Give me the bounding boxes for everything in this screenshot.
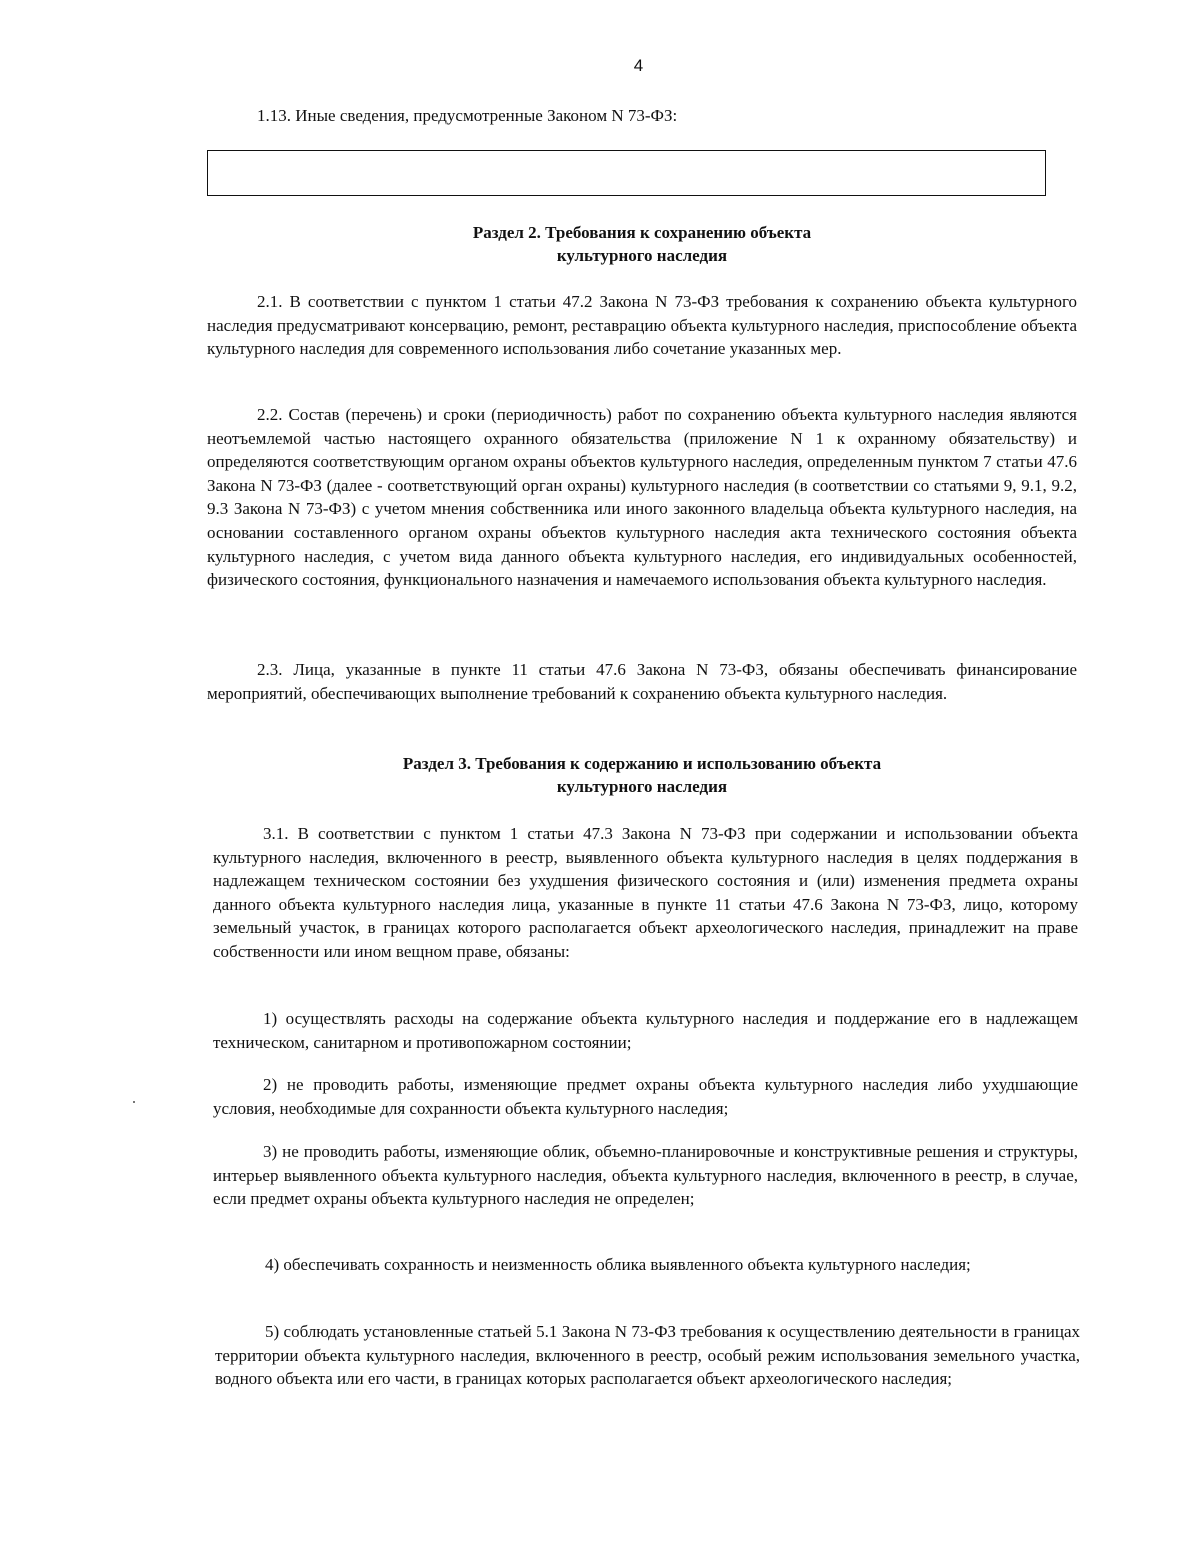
list-item-5: 5) соблюдать установленные статьей 5.1 Закона N 73-ФЗ требования к осуществлению деятельности в границах территории объекта культурного наследия, включенного в реестр, особый режим использования земельного участка, водного объекта или его части, в границах которых располагается объект археологического наследия; bbox=[215, 1322, 1080, 1389]
other-info-field bbox=[207, 150, 1046, 196]
paragraph-2-2: 2.2. Состав (перечень) и сроки (периодичность) работ по сохранению объекта культурного наследия являются неотъемлемой частью настоящего охранного обязательства (приложение N 1 к охранному обязательству) и определяются соответствующим органом охраны объектов культурного наследия, определенным пунктом 7 статьи 47.6 Закона N 73-ФЗ (далее - соответствующий орган охраны) культурного наследия (в соответствии со статьями 9, 9.1, 9.2, 9.3 Закона N 73-ФЗ) с учетом мнения собственника или иного законного владельца объекта культурного наследия, на основании составленного органом охраны объектов культурного наследия акта технического состояния объекта культурного наследия, с учетом вида данного объекта культурного наследия, его индивидуальных особенностей, физического состояния, функционального назначения и намечаемого использования объекта культурного наследия. bbox=[207, 405, 1077, 590]
page-number: 4 bbox=[633, 56, 644, 75]
list-item-1: 1) осуществлять расходы на содержание объекта культурного наследия и поддержание его в надлежащем техническом, санитарном и противопожарном состоянии; bbox=[213, 1009, 1078, 1052]
section-2-title-line1: Раздел 2. Требования к сохранению объекта bbox=[472, 223, 812, 242]
section-3-heading bbox=[207, 752, 1077, 798]
list-item-2: 2) не проводить работы, изменяющие предмет охраны объекта культурного наследия либо ухудшающие условия, необходимые для сохранности объекта культурного наследия; bbox=[213, 1075, 1078, 1118]
section-2-heading bbox=[207, 221, 1077, 267]
paragraph-2-1: 2.1. В соответствии с пунктом 1 статьи 47.2 Закона N 73-ФЗ требования к сохранению объекта культурного наследия предусматривают консервацию, ремонт, реставрацию объекта культурного наследия, приспособление объекта культурного наследия для современного использования либо сочетание указанных мер. bbox=[207, 292, 1077, 359]
section-3-title-line1: Раздел 3. Требования к содержанию и использованию объекта bbox=[402, 754, 882, 773]
section-3-title-line2: культурного наследия bbox=[556, 777, 728, 796]
list-item-3: 3) не проводить работы, изменяющие облик, объемно-планировочные и конструктивные решения и структуры, интерьер выявленного объекта культурного наследия, объекта культурного наследия, включенного в реестр, в случае, если предмет охраны объекта культурного наследия не определен; bbox=[213, 1142, 1078, 1209]
paragraph-2-3: 2.3. Лица, указанные в пункте 11 статьи 47.6 Закона N 73-ФЗ, обязаны обеспечивать финансирование мероприятий, обеспечивающих выполнение требований к сохранению объекта культурного наследия. bbox=[207, 660, 1077, 703]
scan-speck bbox=[133, 1101, 135, 1103]
list-item-4: 4) обеспечивать сохранность и неизменность облика выявленного объекта культурного наследия; bbox=[265, 1255, 971, 1274]
section-2-title-line2: культурного наследия bbox=[556, 246, 728, 265]
item-1-13: 1.13. Иные сведения, предусмотренные Законом N 73-ФЗ: bbox=[257, 106, 678, 125]
paragraph-3-1: 3.1. В соответствии с пунктом 1 статьи 47.3 Закона N 73-ФЗ при содержании и использовании объекта культурного наследия, включенного в реестр, выявленного объекта культурного наследия в целях поддержания в надлежащем техническом состоянии без ухудшения физического состояния и (или) изменения предмета охраны данного объекта культурного наследия лица, указанные в пункте 11 статьи 47.6 Закона N 73-ФЗ, лицо, которому земельный участок, в границах которого располагается объект археологического наследия, принадлежит на праве собственности или ином вещном праве, обязаны: bbox=[213, 824, 1078, 961]
